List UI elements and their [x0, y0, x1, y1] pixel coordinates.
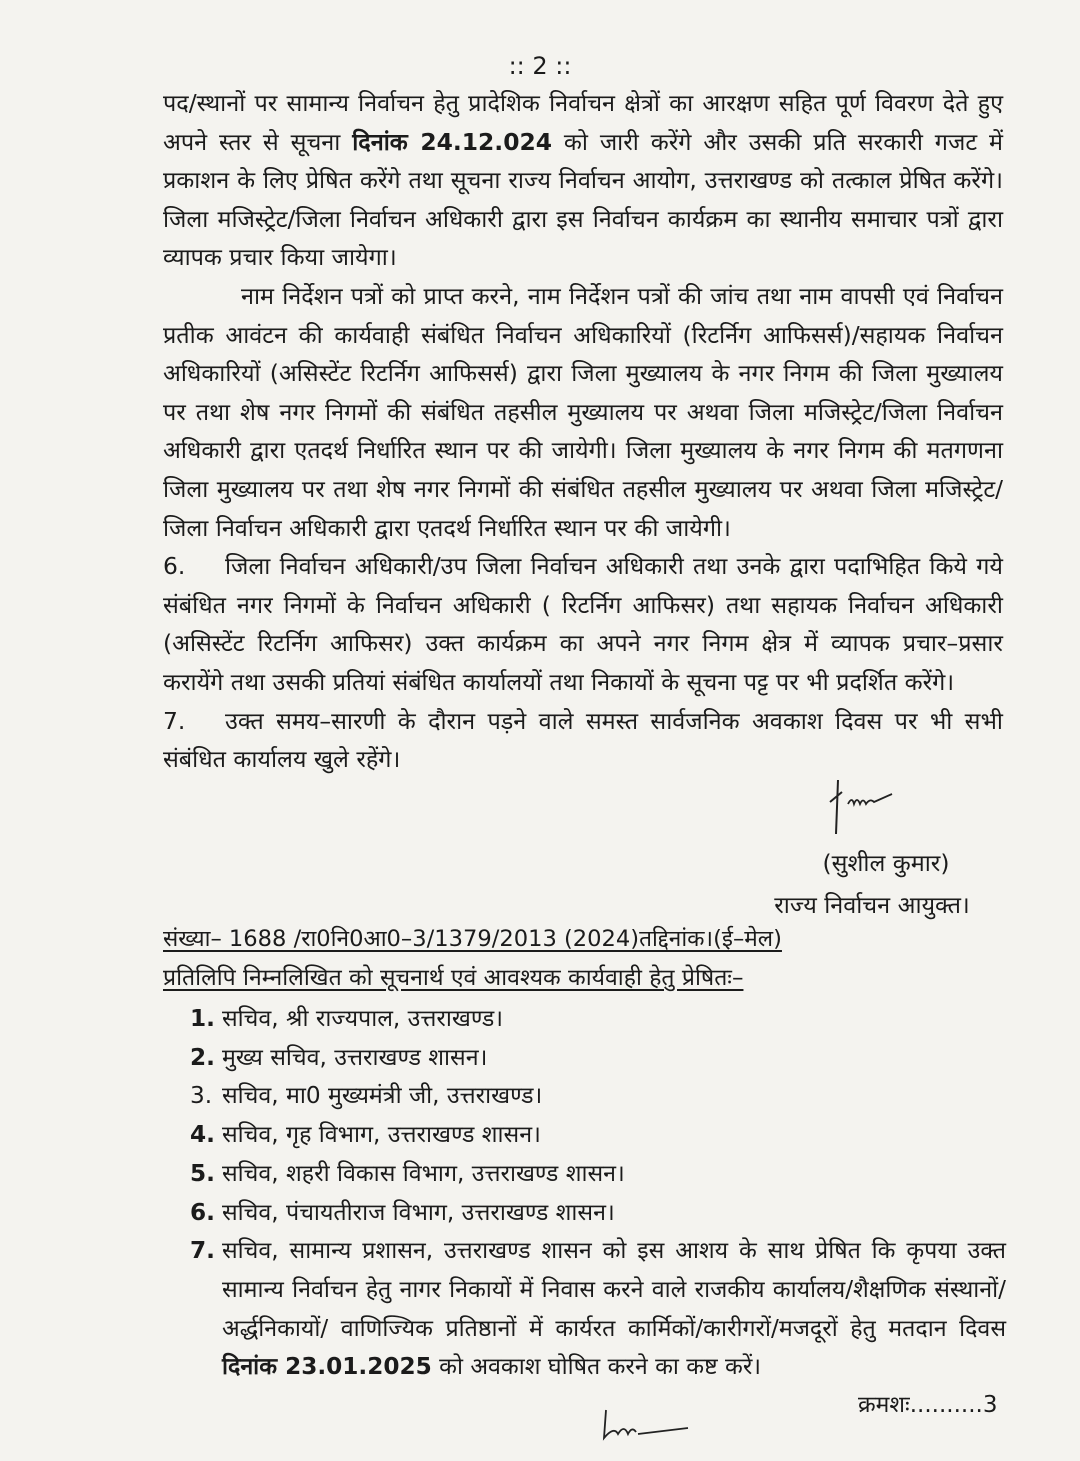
body-text	[163, 84, 1003, 779]
list-item: 6. सचिव, पंचायतीराज विभाग, उत्तराखण्ड शासन।	[190, 1198, 615, 1226]
list-item: 1. सचिव, श्री राज्यपाल, उत्तराखण्ड।	[190, 1005, 504, 1032]
intro-paragraph: पद/स्थानों पर सामान्य निर्वाचन हेतु प्रादेशिक निर्वाचन क्षेत्रों का आरक्षण सहित पूर्ण विवरण देते हुए अपने स्तर से सूचना दिनांक 24.12.024 को जारी करेंगे और उसकी प्रति सरकारी गजट में प्रकाशन के लिए प्रेषित करेंगे तथा सूचना राज्य निर्वाचन आयोग, उत्तराखण्ड को तत्काल प्रेषित करेंगे। जिला मजिस्ट्रेट/जिला निर्वाचन अधिकारी द्वारा इस निर्वाचन कार्यक्रम का स्थानीय समाचार पत्रों द्वारा व्यापक प्रचार किया जायेगा।	[163, 89, 1003, 272]
signatory-designation: राज्य निर्वाचन आयुक्त।	[774, 891, 970, 919]
list-item: 5. सचिव, शहरी विकास विभाग, उत्तराखण्ड शासन।	[190, 1159, 625, 1187]
point-7-number: 7.	[163, 706, 186, 735]
copy-heading: प्रतिलिपि निम्नलिखित को सूचनार्थ एवं आवश्यक कार्यवाही हेतु प्रेषितः–	[163, 965, 744, 991]
continued-marker: क्रमशः..........3	[858, 1392, 998, 1418]
page-number: :: 2 ::	[508, 52, 572, 80]
list-item: 4. सचिव, गृह विभाग, उत्तराखण्ड शासन।	[190, 1121, 541, 1149]
point-6: 6. जिला निर्वाचन अधिकारी/उप जिला निर्वाचन अधिकारी तथा उनके द्वारा पदाभिहित किये गये संबंधित नगर निगमों के निर्वाचन अधिकारी ( रिटर्निग आफिसर) तथा सहायक निर्वाचन अधिकारी (असिस्टेंट रिटर्निग आफिसर) उक्त कार्यक्रम का अपने नगर निगम क्षेत्र में व्यापक प्रचार–प्रसार करायेंगे तथा उसकी प्रतियां संबंधित कार्यालयों तथा निकायों के सूचना पट्ट पर भी प्रदर्शित करेंगे।	[163, 547, 1003, 701]
reference-number: संख्या– 1688 /रा0नि0आ0–3/1379/2013 (2024)तद्दिनांक।(ई–मेल)	[163, 926, 782, 952]
copy-recipient-list	[190, 1000, 1006, 1387]
notification-date: दिनांक 24.12.024	[352, 127, 553, 156]
handwritten-initial	[598, 1398, 708, 1453]
list-item: 3. सचिव, मा0 मुख्यमंत्री जी, उत्तराखण्ड।	[190, 1082, 543, 1110]
nomination-paragraph: नाम निर्देशन पत्रों को प्राप्त करने, नाम निर्देशन पत्रों की जांच तथा नाम वापसी एवं निर्वाचन प्रतीक आवंटन की कार्यवाही संबंधित निर्वाचन अधिकारियों (रिटर्निग आफिसर्स)/सहायक निर्वाचन अधिकारियों (असिस्टेंट रिटर्निग आफिसर्स) द्वारा जिला मुख्यालय के नगर निगम की जिला मुख्यालय पर तथा शेष नगर निगमों की संबंधित तहसील मुख्यालय पर अथवा जिला मजिस्ट्रेट/जिला निर्वाचन अधिकारी द्वारा एतदर्थ निर्धारित स्थान पर की जायेगी। जिला मुख्यालय के नगर निगम की मतगणना जिला मुख्यालय पर तथा शेष नगर निगमों की संबंधित तहसील मुख्यालय पर अथवा जिला मजिस्ट्रेट/जिला निर्वाचन अधिकारी द्वारा एतदर्थ निर्धारित स्थान पर की जायेगी।	[163, 281, 1003, 542]
holiday-date: दिनांक 23.01.2025	[222, 1353, 432, 1381]
point-7: 7. उक्त समय–सारणी के दौरान पड़ने वाले समस्त सार्वजनिक अवकाश दिवस पर भी सभी संबंधित कार्यालय खुले रहेंगे।	[163, 702, 1003, 779]
list-item: 2. मुख्य सचिव, उत्तराखण्ड शासन।	[190, 1043, 488, 1071]
point-6-number: 6.	[163, 552, 186, 581]
signature-scribble	[820, 772, 920, 842]
signature-block	[700, 842, 1000, 926]
signatory-name: (सुशील कुमार)	[822, 849, 950, 877]
list-item: 7. सचिव, सामान्य प्रशासन, उत्तराखण्ड शासन को इस आशय के साथ प्रेषित कि कृपया उक्त सामान्य निर्वाचन हेतु नागर निकायों में निवास करने वाले राजकीय कार्यालय/शैक्षणिक संस्थानों/अर्द्धनिकायों/ वाणिज्यिक प्रतिष्ठानों में कार्यरत कार्मिकों/कारीगरों/मजदूरों हेतु मतदान दिवस दिनांक 23.01.2025 को अवकाश घोषित करने का कष्ट करें।	[190, 1237, 1006, 1381]
